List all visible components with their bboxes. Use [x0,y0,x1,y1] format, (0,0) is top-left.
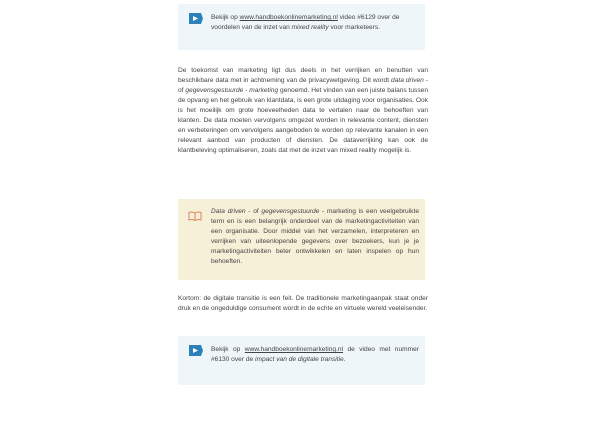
website-link[interactable]: www.handboekonlinemarketing.nl [244,346,344,353]
website-link[interactable]: www.handboekonlinemarketing.nl [239,14,338,21]
paragraph-emphasis: marketing [249,87,279,94]
definition-emphasis: gegevensgestuurde [261,208,320,215]
paragraph-text: genoemd. Het vinden van een juiste balans tussen de opvang en het gebruik van klantdata, is een grote uitdaging voor organisaties. Ook is het moeilijk om grote hoeveelheden data te vertalen naar de behoeften van klanten. De data moeten vervolgens omgezet worden in relevante content, diensten en verbeteringen om vervolgens aangeboden te worden op relevante kanalen in een relevant aanbod van producten of diensten. De dataverrijking kan ook de klantbeleving optimaliseren, zoals dat met de inzet van mixed reality mogelijk is. [178,87,428,154]
video-tip-pre: Bekijk op [211,14,240,21]
video-play-icon [188,344,204,357]
paragraph-text: - [243,87,250,94]
video-tip-post: . [343,356,346,363]
paragraph-emphasis: data driven [391,77,424,84]
video-play-icon [188,12,204,25]
video-tip-emphasis: mixed reality [291,24,329,31]
video-tip-text-2 [211,345,419,365]
open-book-icon [188,211,202,221]
paragraph-emphasis: gegevensgestuurde [185,87,244,94]
video-tip-pre: Bekijk op [211,346,245,353]
video-tip-box-2 [178,336,425,385]
paragraph-text: - of [178,77,428,94]
definition-text [211,207,419,267]
video-tip-post: voor marketeers. [328,24,380,31]
body-paragraph-1 [178,66,428,156]
video-tip-mid: video #6129 over de voordelen van de inzet van [211,14,400,31]
definition-part: - of [245,208,262,215]
paragraph-text: De toekomst van marketing ligt dus deels in het verrijken en benutten van beschikbare data met in achtneming van de privacywetgeving. Dit wordt [178,67,428,84]
video-tip-emphasis: impact van de digitale transitie [255,356,344,363]
definition-emphasis: Data driven [211,208,246,215]
video-tip-mid: de video met nummer #6130 over de [211,346,419,363]
definition-part: - marketing is een veelgebruikte term en is een belangrijk onderdeel van de marketingactiviteiten van een organisatie. Door middel van het verzamelen, interpreteren en verrijken van uiteenlopende gegevens over bezoekers, kun je je marketingactiviteiten beter ontwikkelen en laten inspelen op hun behoeften. [211,208,419,265]
video-tip-text-1 [211,13,419,33]
body-paragraph-2: Kortom: de digitale transitie is een feit. De traditionele marketingaanpak staat onder druk en de ongeduldige consument wordt in de echte en virtuele wereld veeleisender. [178,295,428,312]
definition-box [178,199,425,280]
video-tip-box-1 [178,4,425,50]
